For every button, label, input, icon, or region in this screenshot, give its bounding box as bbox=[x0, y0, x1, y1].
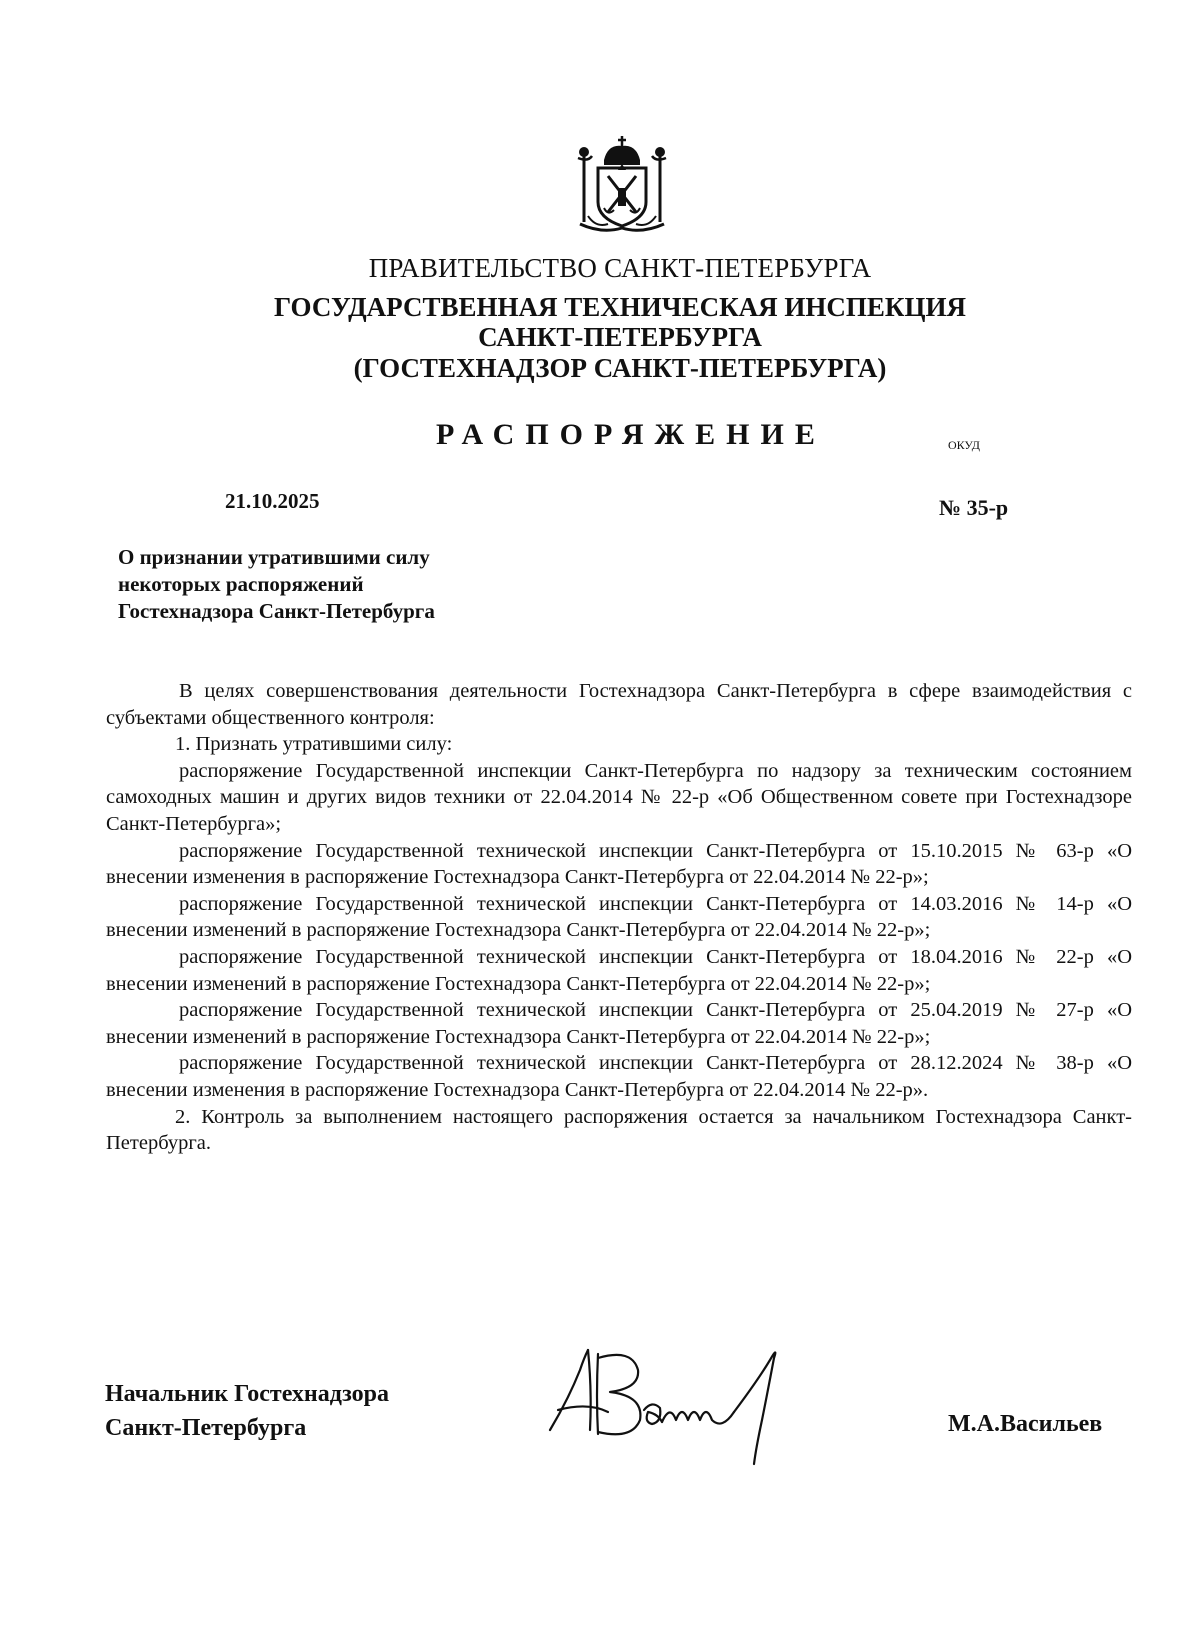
handwritten-signature bbox=[548, 1340, 808, 1470]
revoked-order: распоряжение Государственной технической инспекции Санкт-Петербурга от 25.04.2019 № 27-р «О внесении изменений в распоряжение Гостехнадзора Санкт-Петербурга от 22.04.2014 № 22-р»; bbox=[106, 999, 1132, 1048]
document-date: 21.10.2025 bbox=[225, 489, 320, 513]
government-title: ПРАВИТЕЛЬСТВО САНКТ-ПЕТЕРБУРГА bbox=[368, 253, 872, 283]
signatory-name: М.А.Васильев bbox=[948, 1411, 1103, 1437]
document-number: № 35-р bbox=[939, 495, 1009, 520]
inspection-title-line: (ГОСТЕХНАДЗОР САНКТ-ПЕТЕРБУРГА) bbox=[353, 353, 887, 383]
revoked-order: распоряжение Государственной технической инспекции Санкт-Петербурга от 28.12.2024 № 38-р «О внесении изменения в распоряжение Гостехнадзора Санкт-Петербурга от 22.04.2014 № 22-р». bbox=[106, 1052, 1132, 1101]
signatory-title bbox=[105, 1377, 389, 1445]
document-subject bbox=[118, 544, 435, 625]
item-1-heading: 1. Признать утратившими силу: bbox=[175, 733, 453, 756]
signatory-title-line: Санкт-Петербурга bbox=[105, 1415, 307, 1441]
revoked-order: распоряжение Государственной технической инспекции Санкт-Петербурга от 18.04.2016 № 22-р «О внесении изменений в распоряжение Гостехнадзора Санкт-Петербурга от 22.04.2014 № 22-р»; bbox=[106, 945, 1132, 995]
document-type: РАСПОРЯЖЕНИЕ bbox=[436, 418, 826, 451]
inspection-title-line: ГОСУДАРСТВЕННАЯ ТЕХНИЧЕСКАЯ ИНСПЕКЦИЯ bbox=[274, 292, 966, 322]
intro-paragraph: В целях совершенствования деятельности Гостехнадзора Санкт-Петербурга в сфере взаимодействия с субъектами общественного контроля: bbox=[106, 680, 1132, 729]
revoked-order: распоряжение Государственной технической инспекции Санкт-Петербурга от 15.10.2015 № 63-р «О внесении изменения в распоряжение Гостехнадзора Санкт-Петербурга от 22.04.2014 № 22-р»; bbox=[106, 839, 1132, 889]
revoked-order: распоряжение Государственной технической инспекции Санкт-Петербурга от 14.03.2016 № 14-р «О внесении изменений в распоряжение Гостехнадзора Санкт-Петербурга от 22.04.2014 № 22-р»; bbox=[106, 892, 1132, 942]
revoked-order: распоряжение Государственной инспекции Санкт-Петербурга по надзору за техническим состоянием самоходных машин и других видов техники от 22.04.2014 № 22-р «Об Общественном совете при Гостехнадзоре Санкт-Петербурга»; bbox=[106, 759, 1132, 835]
subject-line: О признании утратившими силу bbox=[118, 545, 430, 569]
okud-label: ОКУД bbox=[948, 438, 980, 452]
subject-line: Гостехнадзора Санкт-Петербурга bbox=[118, 599, 435, 623]
signatory-title-line: Начальник Гостехнадзора bbox=[105, 1381, 389, 1407]
document-body bbox=[106, 678, 1132, 1157]
inspection-title-line: САНКТ-ПЕТЕРБУРГА bbox=[478, 322, 762, 352]
subject-line: некоторых распоряжений bbox=[118, 572, 364, 596]
item-2-paragraph: 2. Контроль за выполнением настоящего распоряжения остается за начальником Гостехнадзора Санкт-Петербурга. bbox=[106, 1105, 1132, 1155]
coat-of-arms-icon bbox=[574, 136, 670, 236]
